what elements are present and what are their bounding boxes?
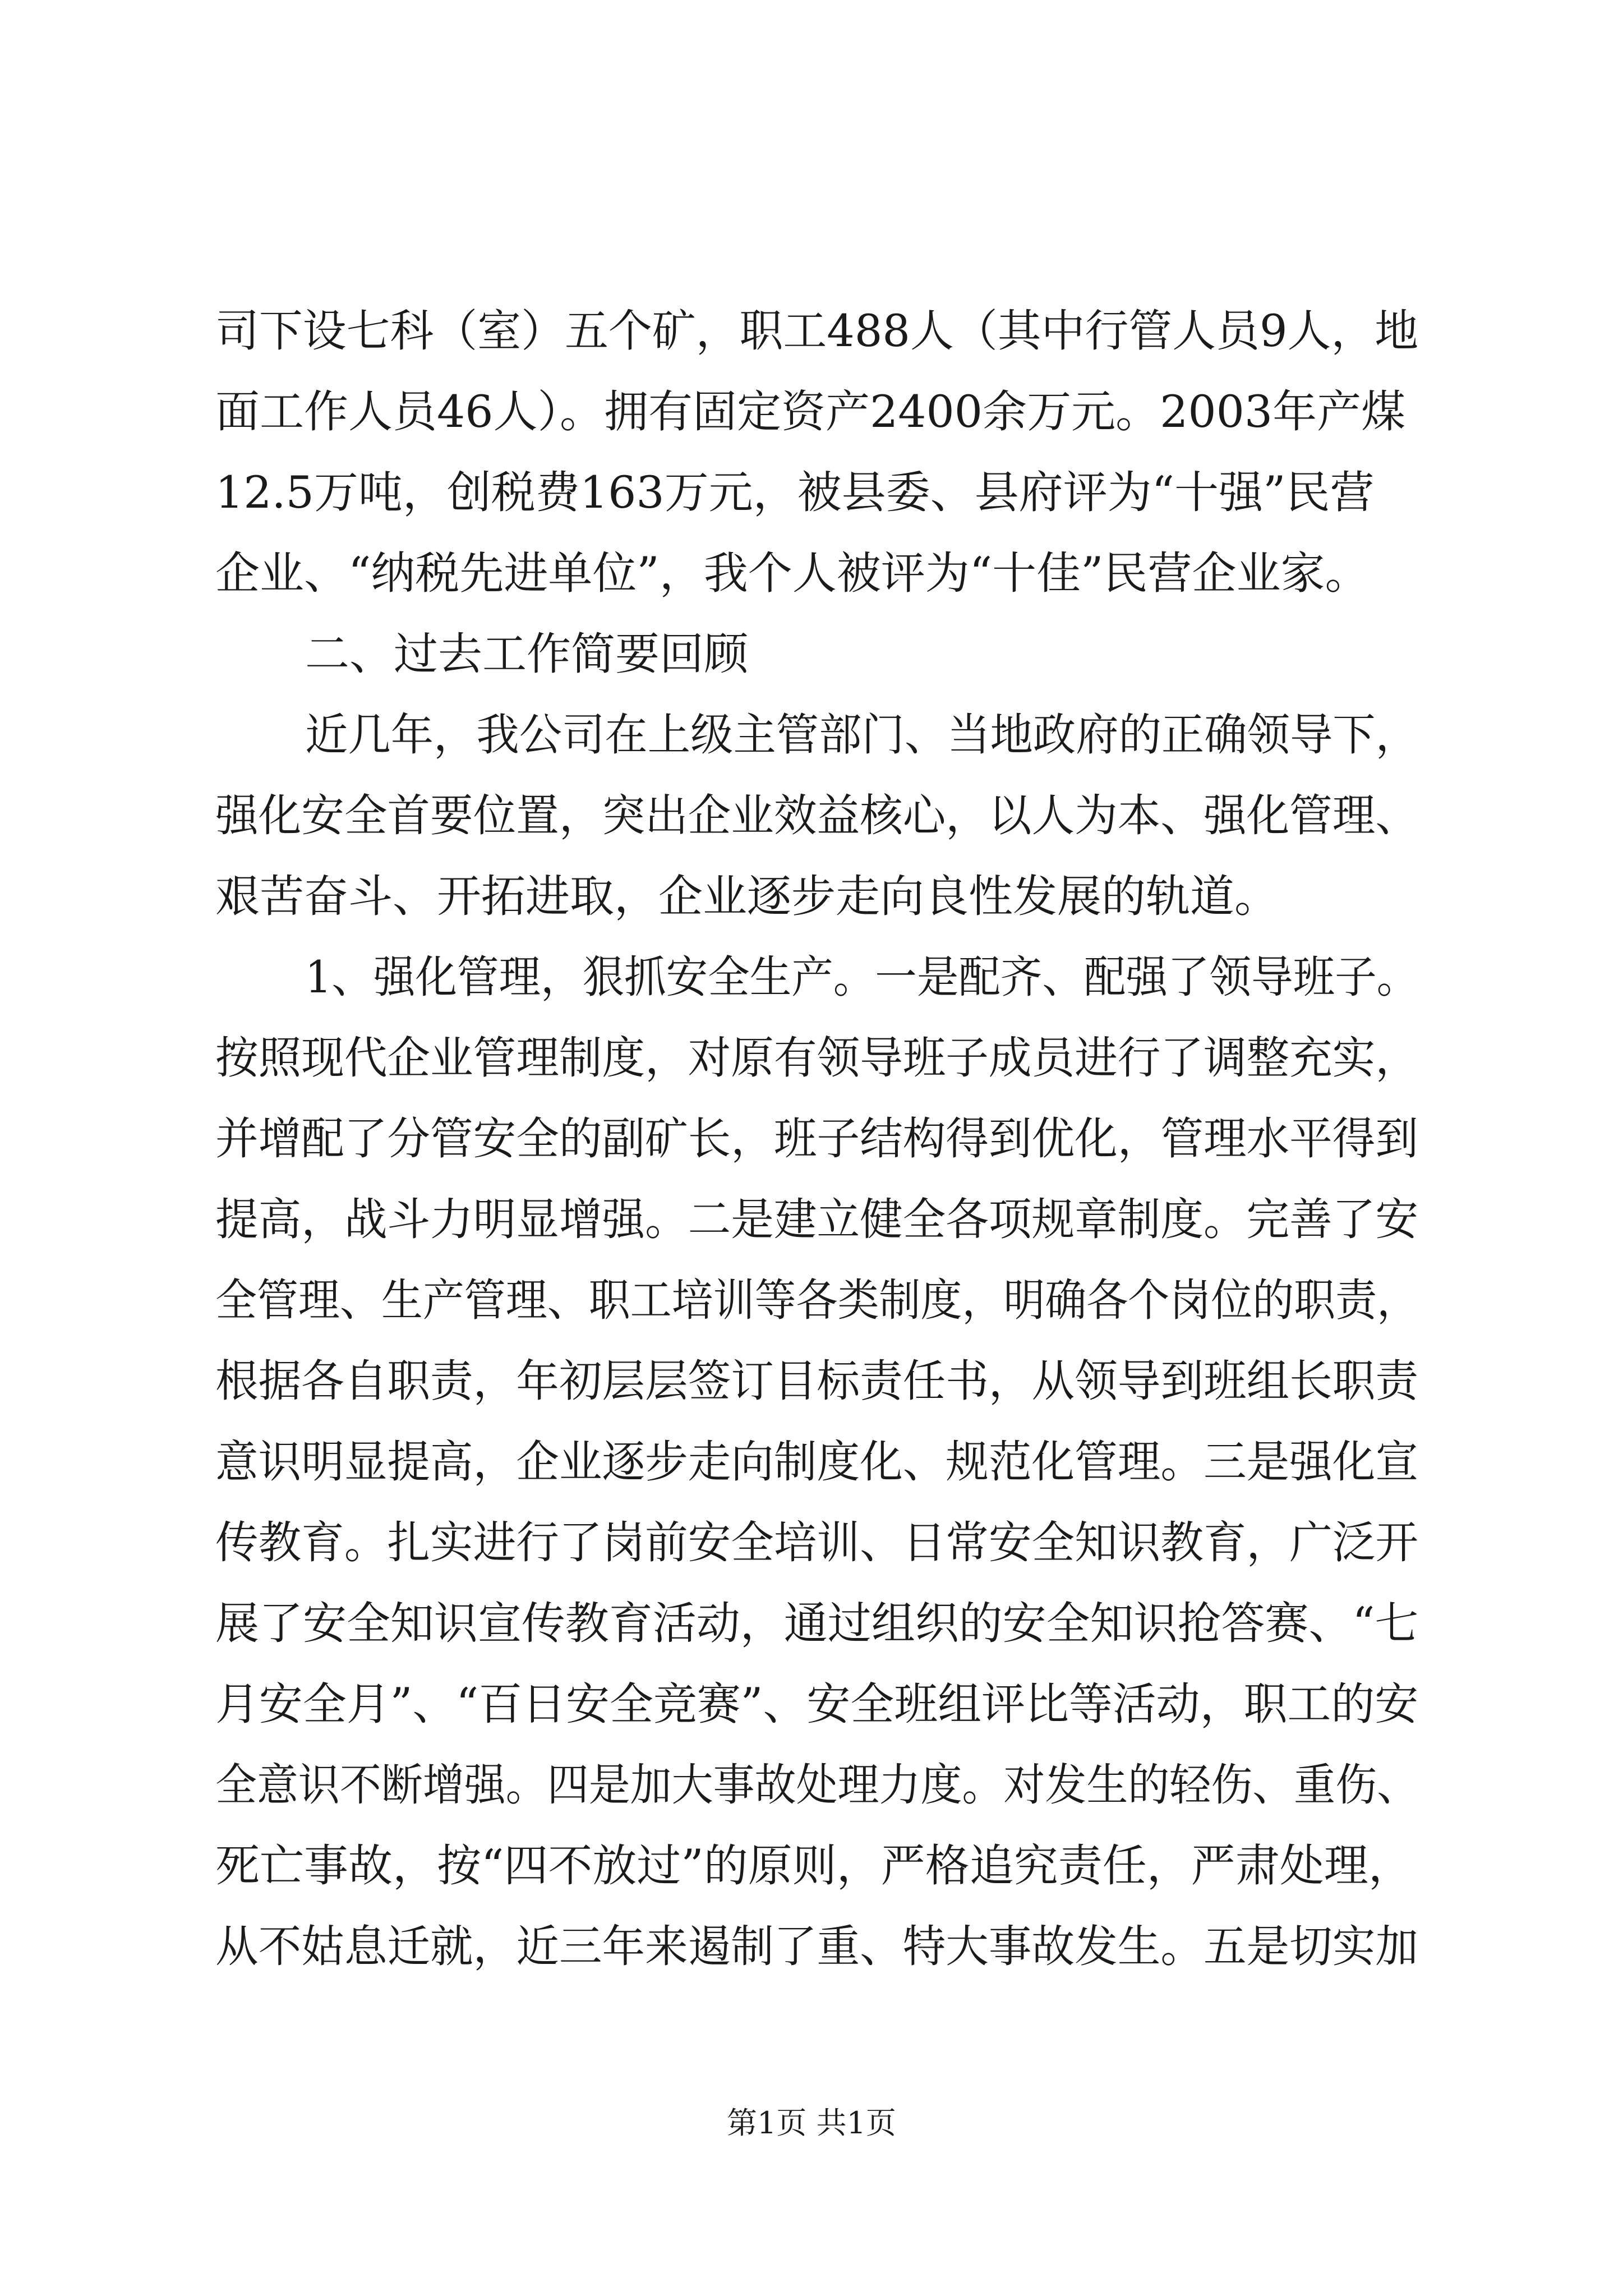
text-line: 全管理、生产管理、职工培训等各类制度，明确各个岗位的职责， (215, 1274, 1419, 1326)
text-line: 司下设七科（室）五个矿，职工488人（其中行管人员9人，地 (215, 305, 1419, 357)
text-line: 展了安全知识宣传教育活动，通过组织的安全知识抢答赛、“七 (215, 1598, 1419, 1649)
text-line: 死亡事故，按“四不放过”的原则，严格追究责任，严肃处理， (215, 1840, 1413, 1892)
text-line: 面工作人员46人）。拥有固定资产2400余万元。2003年产煤 (215, 386, 1406, 438)
text-line: 近几年，我公司在上级主管部门、当地政府的正确领导下， (305, 709, 1418, 761)
text-line: 艰苦奋斗、开拓进取，企业逐步走向良性发展的轨道。 (215, 871, 1279, 922)
text-line: 按照现代企业管理制度，对原有领导班子成员进行了调整充实， (215, 1032, 1418, 1084)
text-line: 1、强化管理，狠抓安全生产。一是配齐、配强了领导班子。 (305, 951, 1419, 1003)
page-footer: 第1页 共1页 (727, 2105, 896, 2141)
text-line: 并增配了分管安全的副矿长，班子结构得到优化，管理水平得到 (215, 1113, 1418, 1165)
text-line: 提高，战斗力明显增强。二是建立健全各项规章制度。完善了安 (215, 1194, 1418, 1245)
text-line: 月安全月”、“百日安全竞赛”、安全班组评比等活动，职工的安 (215, 1678, 1419, 1730)
text-line: 全意识不断增强。四是加大事故处理力度。对发生的轻伤、重伤、 (215, 1759, 1419, 1811)
text-line: 12.5万吨，创税费163万元，被县委、县府评为“十强”民营 (215, 467, 1375, 518)
text-line: 传教育。扎实进行了岗前安全培训、日常安全知识教育，广泛开 (215, 1517, 1418, 1568)
text-line: 企业、“纳税先进单位”，我个人被评为“十佳”民营企业家。 (215, 547, 1370, 599)
text-line: 从不姑息迁就，近三年来遏制了重、特大事故发生。五是切实加 (215, 1921, 1418, 1972)
text-line: 根据各自职责，年初层层签订目标责任书，从领导到班组长职责 (215, 1355, 1418, 1407)
text-line: 意识明显提高，企业逐步走向制度化、规范化管理。三是强化宣 (215, 1436, 1418, 1488)
text-line: 强化安全首要位置，突出企业效益核心，以人为本、强化管理、 (215, 790, 1418, 841)
section-heading: 二、过去工作简要回顾 (305, 628, 748, 680)
